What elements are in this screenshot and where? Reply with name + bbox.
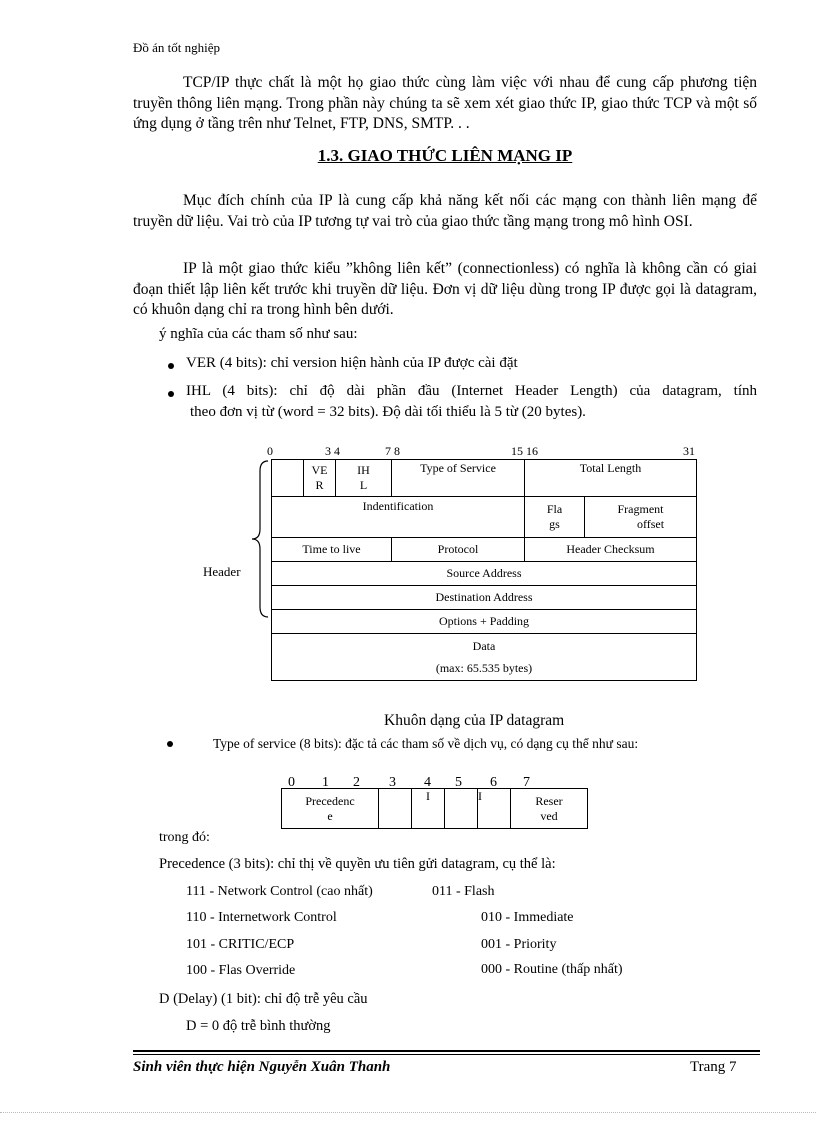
tos-table xyxy=(281,788,588,829)
precedence-value: 001 - Priority xyxy=(481,937,557,952)
field-empty xyxy=(272,460,304,497)
precedence-value: 110 - Internetwork Control xyxy=(186,910,337,925)
bullet-ihl-cont: theo đơn vị từ (word = 32 bits). Độ dài tối thiểu là 5 từ (20 bytes). xyxy=(190,404,586,420)
tos-t: I xyxy=(412,789,445,829)
tos-d xyxy=(379,789,412,829)
tos-c: I xyxy=(478,789,511,829)
ip-datagram-table xyxy=(271,459,697,681)
field-flags: Fla gs xyxy=(525,497,585,538)
header-label: Header xyxy=(203,564,241,579)
bit-number: 7 8 xyxy=(385,444,400,458)
bullet-dot xyxy=(168,391,174,397)
tos-precedence: Precedenc e xyxy=(282,789,379,829)
page-header: Đồ án tốt nghiệp xyxy=(133,40,221,55)
delay-line: D (Delay) (1 bit): chỉ độ trễ yêu cầu xyxy=(159,991,368,1007)
field-protocol: Protocol xyxy=(392,538,525,562)
field-destination-address: Destination Address xyxy=(272,586,697,610)
bit-number: 0 xyxy=(267,444,273,458)
bit-number: 3 4 xyxy=(325,444,340,458)
precedence-value: 100 - Flas Override xyxy=(186,963,296,978)
precedence-value: 011 - Flash xyxy=(432,884,495,899)
field-header-checksum: Header Checksum xyxy=(525,538,697,562)
tos-bit-number: 4 xyxy=(424,775,431,790)
meaning-line: ý nghĩa của các tham số như sau: xyxy=(159,326,358,342)
field-identification: Indentification xyxy=(272,497,525,538)
tos-bullet: Type of service (8 bits): đặc tả các tham số về dịch vụ, có dạng cụ thể như sau: xyxy=(213,736,639,751)
figure-caption: Khuôn dạng của IP datagram xyxy=(384,712,565,729)
tos-bit-number: 2 xyxy=(353,775,360,790)
bit-number: 15 16 xyxy=(511,444,538,458)
bit-number: 31 xyxy=(683,444,695,458)
field-ihl: IH L xyxy=(336,460,392,497)
field-source-address: Source Address xyxy=(272,562,697,586)
paragraph-connectionless: IP là một giao thức kiểu ”không liên kết” (connectionless) có nghĩa là không cần có giai đoạn thiết lập liên kết trước khi truyền dữ liệu. Đơn vị dữ liệu dùng trong IP được gọi là datagram, có khuôn dạng chỉ ra trong hình bên dưới. xyxy=(133,260,757,318)
paragraph-ip-purpose: Mục đích chính của IP là cung cấp khả năng kết nối các mạng con thành liên mạng để truyền dữ liệu. Vai trò của IP tương tự vai trò của giao thức tầng mạng trong mô hình OSI. xyxy=(133,192,757,230)
precedence-value: 101 - CRITIC/ECP xyxy=(186,937,295,952)
footer-page-number: Trang 7 xyxy=(690,1059,737,1075)
section-heading: 1.3. GIAO THỨC LIÊN MẠNG IP xyxy=(317,146,573,165)
delay-value: D = 0 độ trễ bình thường xyxy=(186,1018,331,1034)
footer-rule xyxy=(133,1054,760,1055)
field-fragment-offset: Fragment offset xyxy=(585,497,697,538)
page-edge xyxy=(0,1112,816,1113)
footer-rule xyxy=(133,1050,760,1052)
precedence-value: 000 - Routine (thấp nhất) xyxy=(481,962,623,977)
tos-bit-number: 3 xyxy=(389,775,396,790)
tos-bit-number: 7 xyxy=(523,775,530,790)
field-options-padding: Options + Padding xyxy=(272,610,697,634)
tos-r xyxy=(445,789,478,829)
bullet-ver: VER (4 bits): chỉ version hiện hành của IP được cài đặt xyxy=(186,355,518,371)
precedence-value: 010 - Immediate xyxy=(481,910,574,925)
header-brace xyxy=(248,459,272,619)
tos-bit-number: 1 xyxy=(322,775,329,790)
field-type-of-service: Type of Service xyxy=(392,460,525,497)
bullet-ihl: IHL (4 bits): chỉ độ dài phần đầu (Internet Header Length) của datagram, tính xyxy=(186,383,757,399)
precedence-line: Precedence (3 bits): chỉ thị về quyền ưu tiên gửi datagram, cụ thể là: xyxy=(159,856,556,872)
tos-bit-number: 0 xyxy=(288,775,295,790)
trong-do: trong đó: xyxy=(159,830,210,845)
bullet-dot xyxy=(168,363,174,369)
intro-paragraph: TCP/IP thực chất là một họ giao thức cùng làm việc với nhau để cung cấp phương tiện truyền thông liên mạng. Trong phần này chúng ta sẽ xem xét giao thức IP, giao thức TCP và một số ứng dụng ở tầng trên như Telnet, FTP, DNS, SMTP. . . xyxy=(133,74,757,132)
tos-reserved: Reser ved xyxy=(511,789,588,829)
field-data: Data (max: 65.535 bytes) xyxy=(272,634,697,681)
field-total-length: Total Length xyxy=(525,460,697,497)
field-ttl: Time to live xyxy=(272,538,392,562)
tos-bit-number: 6 xyxy=(490,775,497,790)
field-ver: VE R xyxy=(304,460,336,497)
tos-bit-number: 5 xyxy=(455,775,462,790)
bullet-dot xyxy=(167,741,173,747)
footer-author: Sinh viên thực hiện Nguyễn Xuân Thanh xyxy=(133,1059,391,1075)
precedence-value: 111 - Network Control (cao nhất) xyxy=(186,884,373,899)
